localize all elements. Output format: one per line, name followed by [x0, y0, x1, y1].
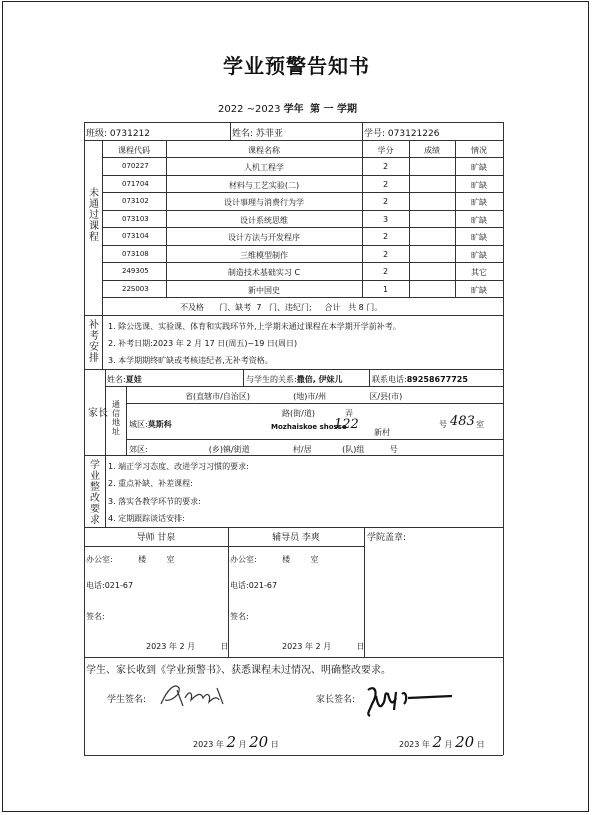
tutor-date: 2023 年 2 月 日: [146, 642, 229, 651]
course-name: 材料与工艺实验(二): [228, 181, 300, 190]
tutor-phone: 电话:021-67: [86, 581, 134, 590]
course-credit: 1: [382, 285, 389, 294]
date-day: 20: [249, 733, 269, 751]
lane-label: 弄: [345, 409, 353, 418]
student-ack-date: [193, 733, 279, 751]
semester-start: 2022: [218, 104, 244, 115]
tutor-sign: 签名:: [86, 612, 105, 621]
semester-label: 学年: [283, 104, 304, 115]
class-label: 班级:: [86, 129, 108, 139]
relation-value: 撒倍, 伊妹儿: [296, 375, 343, 384]
counselor-office: 办公室: 楼 室: [230, 555, 319, 564]
semester-line: [218, 100, 357, 115]
course-credit: 2: [382, 197, 389, 206]
course-name: 设计方法与开发程序: [228, 233, 300, 242]
rectify-label: 学业整改要求: [90, 460, 100, 526]
counselor-phone: 电话:021-67: [230, 581, 278, 590]
course-name: 设计系统思维: [240, 216, 288, 225]
course-status: 旷缺: [471, 216, 487, 225]
date-month: 2: [432, 733, 442, 751]
course-name: 三维模型制作: [240, 251, 288, 260]
header-score: 成绩: [424, 146, 440, 155]
course-credit: 3: [382, 215, 389, 224]
class-field: [86, 126, 150, 139]
course-status: 旷缺: [471, 286, 487, 295]
course-code: 073104: [122, 232, 149, 240]
course-status: 旷缺: [471, 233, 487, 242]
course-code: 22S003: [122, 285, 149, 293]
rectify-item: 2. 重点补缺、补差课程:: [108, 479, 193, 488]
lane-value: 122: [334, 417, 359, 432]
room-label: 室: [476, 420, 484, 429]
relation-field: [246, 374, 343, 385]
page-title: 学业预警告知书: [223, 54, 370, 78]
rectify-item: 4. 定期跟踪谈话安排:: [108, 514, 185, 523]
course-code: 073102: [122, 197, 149, 205]
relation-label: 与学生的关系:: [246, 375, 297, 384]
semester-end: ~2023: [246, 104, 281, 115]
course-status: 其它: [471, 268, 487, 277]
failed-courses-label: 未通过课程: [89, 188, 99, 243]
course-name: 新中国史: [248, 286, 280, 295]
date-year: 2023 年: [193, 740, 224, 749]
address-label: 通信地址: [112, 400, 120, 436]
failed-summary: 不及格 门、缺考 7 门、违纪门; 合计 共 8 门。: [180, 303, 383, 312]
parent-sign-label: 家长签名:: [316, 695, 356, 705]
header-name: 课程名称: [248, 146, 280, 155]
header-credit: 学分: [377, 146, 394, 155]
name-field: [232, 126, 283, 139]
city-field: [129, 419, 172, 430]
rectify-item: 3. 落实各教学环节的要求:: [108, 497, 201, 506]
parent-signature: [362, 680, 454, 720]
date-day-suffix: 日: [476, 740, 485, 749]
tutor-office: 办公室: 楼 室: [86, 555, 175, 564]
parent-phone-label: 联系电话:: [372, 375, 407, 384]
tutor-name: 导师 甘泉: [136, 533, 176, 543]
name-value: 苏菲亚: [255, 129, 283, 139]
ack-text: 学生、家长收到《学业预警书》、获悉课程未过情况、明确整改要求。: [86, 665, 391, 676]
village-label: 新村: [374, 428, 390, 437]
house-value: 483: [450, 414, 475, 429]
city-value: 莫斯科: [147, 420, 172, 429]
date-month: 2: [226, 733, 236, 751]
course-code: 070227: [122, 162, 149, 170]
date-month-suffix: 月: [444, 740, 453, 749]
province-line: 省(直辖市/自治区) (地)市/州 区/县(市): [185, 392, 403, 401]
counselor-date: 2023 年 2 月 日: [282, 642, 365, 651]
header-status: 情况: [471, 146, 487, 155]
parent-phone-value: 89258677725: [406, 375, 468, 384]
course-code: 249305: [122, 267, 149, 275]
course-status: 旷缺: [471, 181, 487, 190]
parent-name-label: 姓名:: [107, 375, 126, 384]
student-sign-label: 学生签名:: [107, 695, 147, 705]
parent-name-value: 夏娃: [125, 375, 142, 384]
header-code: 课程代码: [118, 146, 150, 155]
semester-term: 第 一 学期: [310, 104, 357, 115]
course-name: 人机工程学: [244, 163, 284, 172]
makeup-item: 3. 本学期期终旷缺或考核违纪者,无补考资格。: [108, 356, 273, 365]
name-label: 姓名:: [232, 129, 254, 139]
counselor-sign: 签名:: [230, 612, 249, 621]
course-credit: 2: [382, 250, 389, 259]
course-name: 制造技术基础实习 C: [227, 268, 301, 277]
course-status: 旷缺: [471, 198, 487, 207]
date-day-suffix: 日: [270, 740, 279, 749]
counselor-name: 辅导员 李爽: [272, 533, 320, 543]
id-value: 073121226: [387, 129, 440, 139]
course-credit: 2: [382, 180, 389, 189]
course-credit: 2: [382, 232, 389, 241]
student-signature: [157, 680, 232, 712]
course-code: 071704: [122, 180, 149, 188]
suburb-line: 郊区: (乡)镇/街道 村/居 (队)组 号: [129, 445, 398, 454]
rectify-item: 1. 端正学习态度、改进学习习惯的要求:: [108, 462, 249, 471]
date-year: 2023 年: [399, 740, 430, 749]
parent-name-field: [107, 374, 142, 385]
parent-phone-field: [372, 374, 468, 385]
house-label: 号: [439, 420, 447, 429]
date-day: 20: [455, 733, 475, 751]
course-code: 073108: [122, 250, 149, 258]
course-credit: 2: [382, 162, 389, 171]
course-name: 设计事理与消费行为学: [224, 198, 304, 207]
course-status: 旷缺: [471, 251, 487, 260]
college-stamp-label: 学院盖章:: [367, 533, 407, 543]
road-value: Mozhaiskoe shosse: [271, 423, 347, 431]
parent-ack-date: [399, 733, 485, 751]
class-value: 0731212: [109, 129, 151, 139]
date-month-suffix: 月: [238, 740, 247, 749]
parent-label: 家长: [88, 408, 108, 419]
id-label: 学号:: [364, 129, 386, 139]
makeup-item: 1. 除公选课、实验课、体育和实践环节外,上学期未通过课程在本学期开学前补考。: [108, 322, 401, 331]
city-label: 城区:: [129, 420, 148, 429]
student-id-field: [364, 126, 439, 139]
makeup-item: 2. 补考日期:2023 年 2 月 17 日(周五)~19 日(周日): [108, 339, 298, 348]
makeup-label: 补考安排: [89, 320, 99, 364]
road-label: 路(街/道): [282, 409, 315, 418]
course-code: 073103: [122, 215, 149, 223]
course-credit: 2: [382, 267, 389, 276]
course-status: 旷缺: [471, 163, 487, 172]
